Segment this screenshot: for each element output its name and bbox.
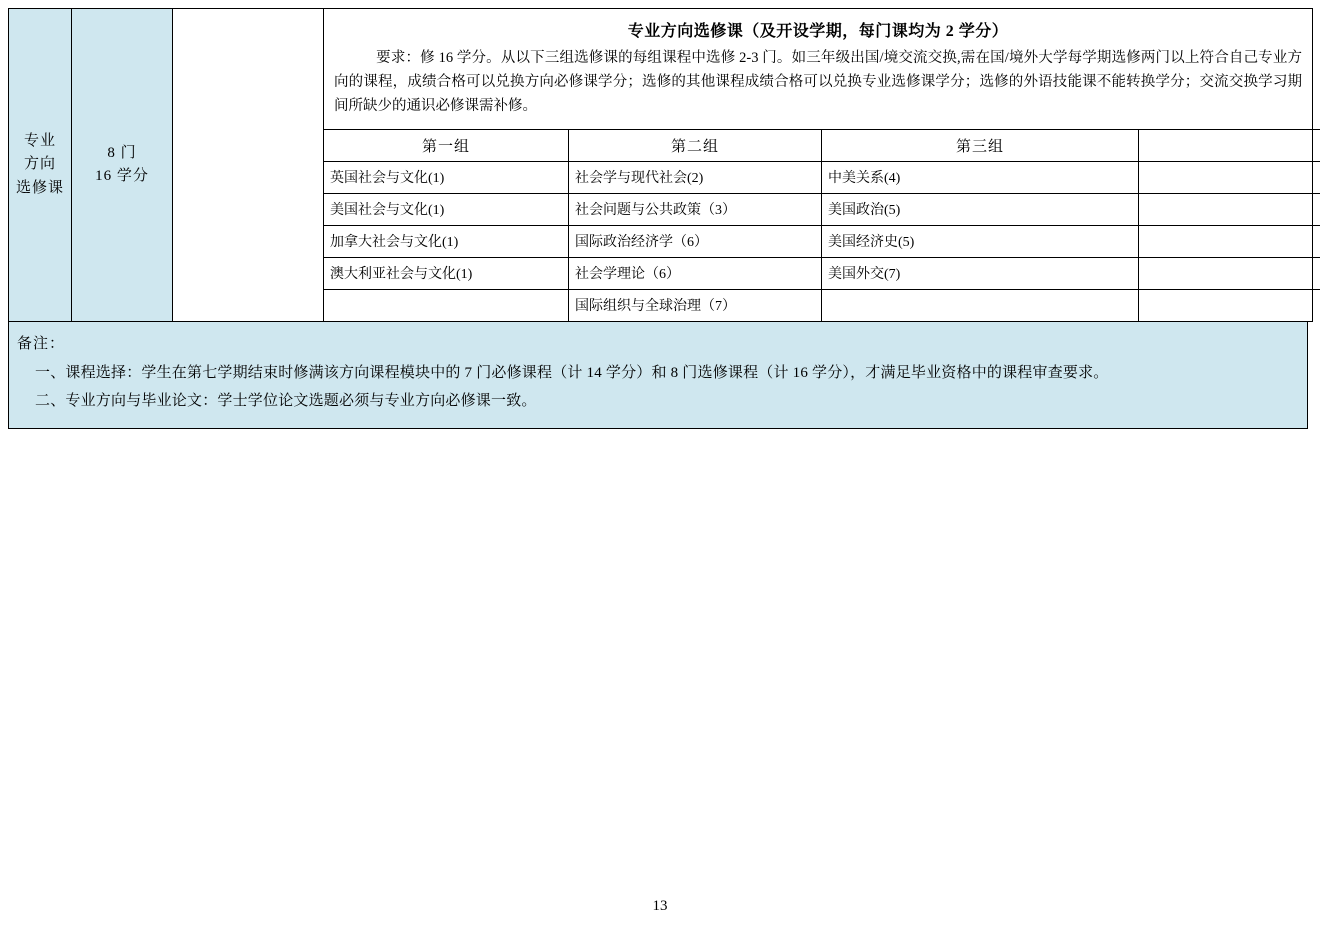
notes-section [8,322,1308,429]
group-header-2: 第二组 [569,129,822,161]
category-credits-points: 16 学分 [95,167,149,184]
category-credits-courses: 8 门 [107,144,137,161]
category-blank-cell [173,9,324,322]
section-description [324,47,1312,127]
course-cell: 美国社会与文化(1) [324,193,569,225]
course-cell-empty [324,289,569,321]
course-cell-empty [1139,289,1320,321]
groups-header-row [324,129,1320,161]
course-cell: 中美关系(4) [822,161,1139,193]
category-credits-cell [72,9,173,322]
table-row [324,225,1320,257]
course-cell-empty [1139,257,1320,289]
section-description-text: 要求：修 16 学分。从以下三组选修课的每组课程中选修 2-3 门。如三年级出国/境交流交换,需在国/境外大学每学期选修两门以上符合自己专业方向的课程，成绩合格可以兑换方向必修课学分；选修的其他课程成绩合格可以兑换专业选修课学分；选修的外语技能课不能转换学分；交流交换学习期间所缺少的通识必修课需补修。 [334,50,1302,114]
table-row [324,193,1320,225]
table-row [324,161,1320,193]
course-cell-empty [822,289,1139,321]
category-name-line-1: 专业 [23,133,56,149]
table-row [324,257,1320,289]
group-header-4 [1139,129,1320,161]
note-line-2: 二、专业方向与毕业论文：学士学位论文选题必须与专业方向必修课一致。 [35,393,537,410]
course-cell: 社会学与现代社会(2) [569,161,822,193]
category-name-line-2: 方向 [23,156,56,173]
course-cell: 社会问题与公共政策（3） [569,193,822,225]
course-cell: 美国外交(7) [822,257,1139,289]
groups-table [324,129,1320,321]
course-cell: 加拿大社会与文化(1) [324,225,569,257]
course-cell: 社会学理论（6） [569,257,822,289]
course-cell: 国际政治经济学（6） [569,225,822,257]
category-name-line-3: 选修课 [15,179,64,196]
course-cell-empty [1139,193,1320,225]
group-header-1: 第一组 [324,129,569,161]
course-cell: 英国社会与文化(1) [324,161,569,193]
course-cell: 美国经济史(5) [822,225,1139,257]
table-row [324,289,1320,321]
category-credits-block [72,9,172,321]
group-header-3: 第三组 [822,129,1139,161]
category-name-cell [9,9,72,322]
table-row [9,9,1313,322]
course-cell: 澳大利亚社会与文化(1) [324,257,569,289]
page-number: 13 [652,898,668,914]
category-name-block [9,9,71,321]
electives-pane [324,9,1313,322]
course-cell: 美国政治(5) [822,193,1139,225]
note-line-1: 一、课程选择：学生在第七学期结束时修满该方向课程模块中的 7 门必修课程（计 14 学分）和 8 门选修课程（计 16 学分），才满足毕业资格中的课程审查要求。 [35,364,1109,381]
section-title: 专业方向选修课（及开设学期，每门课均为 2 学分） [627,23,1009,40]
document-page [8,8,1310,429]
course-cell: 国际组织与全球治理（7） [569,289,822,321]
notes-title: 备注： [17,335,66,352]
course-cell-empty [1139,161,1320,193]
curriculum-table [8,8,1313,322]
course-cell-empty [1139,225,1320,257]
